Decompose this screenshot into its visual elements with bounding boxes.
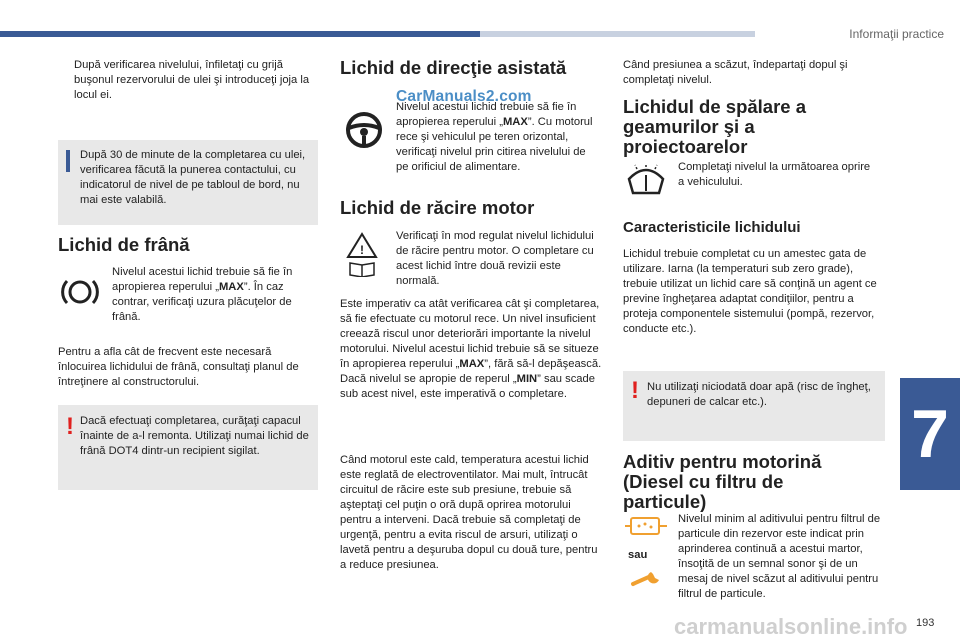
or-label: sau bbox=[628, 549, 648, 561]
coolant-manual-icon bbox=[344, 230, 380, 278]
coolant-para1-part2: ”, fără să-l depăşească. Dacă nivelul se apropie de reperul „ bbox=[340, 358, 602, 385]
watermark-logo: CarManuals2.com bbox=[396, 88, 532, 105]
characteristics-heading: Caracteristicile lichidului bbox=[623, 219, 801, 236]
coolant-para1-part3: ” sau scade sub acest nivel, este imperativă o completare. bbox=[340, 373, 595, 400]
pressure-text: Când presiunea a scăzut, îndepartaţi dopul şi completaţi nivelul. bbox=[623, 59, 848, 86]
info-box bbox=[58, 140, 318, 225]
particle-filter-icon bbox=[624, 513, 668, 539]
page-number: 193 bbox=[916, 617, 935, 629]
coolant-check-text: Verificaţi în mod regulat nivelul lichidului de răcire pentru motor. O completare cu acest lichid între două revizii este normală. bbox=[396, 230, 594, 287]
footer-watermark: carmanualsonline.info bbox=[674, 614, 908, 639]
chapter-tab: 7 bbox=[900, 378, 960, 490]
diesel-additive-heading: Aditiv pentru motorină (Diesel cu filtru de particule) bbox=[623, 451, 822, 512]
water-warning-box bbox=[623, 371, 885, 441]
coolant-min-label: MIN bbox=[516, 373, 538, 385]
bullet-text: După verificarea nivelului, înfiletaţi cu grijă buşonul rezervorului de ulei şi introduceţi joja la locul ei. bbox=[74, 59, 310, 101]
washer-fluid-heading: Lichidul de spălare a geamurilor şi a proiectoarelor bbox=[623, 96, 807, 157]
brake-warning-icon bbox=[60, 272, 100, 312]
diesel-additive-text: Nivelul minim al aditivului pentru filtrul de particule din rezervor este indicat prin aprinderea continuă a acestui martor, însoţită de un semnal sonor şi de un mesaj de nivel scăzut al aditivului pentru filtrul de particule. bbox=[678, 513, 881, 600]
washer-icon bbox=[624, 162, 668, 198]
header-bar-light bbox=[480, 31, 755, 37]
info-icon bbox=[66, 150, 70, 172]
section-title: Informaţii practice bbox=[849, 27, 944, 41]
steering-fluid-heading: Lichid de direcţie asistată bbox=[340, 57, 567, 78]
characteristics-text: Lichidul trebuie completat cu un amestec gata de utilizare. Iarna (la temperaturi sub zero grade), trebuie utilizat un lichid care să conţină un agent ce previne îngheţarea adaptat condiţiilor, pentru a proteja componentele sistemului (pompă, rezervor, conducte etc.). bbox=[623, 248, 877, 335]
brake-fluid-heading: Lichid de frână bbox=[58, 234, 190, 255]
svg-text:!: ! bbox=[360, 243, 364, 257]
coolant-heading: Lichid de răcire motor bbox=[340, 197, 535, 218]
brake-warning-text: Dacă efectuaţi completarea, curăţaţi capacul înainte de a-l remonta. Utilizaţi numai lichid de frână DOT4 dintr-un recipient sigilat. bbox=[80, 415, 309, 457]
steering-text-part1: Nivelul acestui lichid trebuie să fie în apropierea reperului „ bbox=[396, 101, 577, 128]
brake-level-text bbox=[112, 265, 317, 325]
coolant-paragraph-2: Când motorul este cald, temperatura acestui lichid este reglată de electroventilator. Mai mult, întrucât circuitul de răcire este sub presiune, trebuie să aşteptaţi cel puţin o oră după oprirea motorului pentru a interveni. Dacă trebuie să completaţi de urgenţă, pentru a evita riscul de arsuri, utilizaţi o lavetă pentru a deşuruba dopul cu două ture, pentru a reduce presiunea. bbox=[340, 454, 598, 571]
washer-text: Completaţi nivelul la următoarea oprire a vehiculului. bbox=[678, 161, 871, 188]
info-box-text: După 30 de minute de la completarea cu ulei, verificarea făcută la punerea contactului, cu indicatorul de nivel de pe tabloul de bord, nu mai este valabilă. bbox=[80, 149, 306, 206]
steering-text-part2: ”. Cu motorul rece şi vehiculul pe teren orizontal, verificaţi nivelul prin citirea nivelului de pe orificiul de alimentare. bbox=[396, 116, 593, 173]
steering-level-text bbox=[396, 100, 596, 175]
steering-wheel-icon bbox=[342, 108, 386, 152]
brake-max-label: MAX bbox=[218, 281, 244, 293]
brake-text-part1: Nivelul acestui lichid trebuie să fie în apropierea reperului „ bbox=[112, 266, 293, 293]
coolant-max-label: MAX bbox=[459, 358, 485, 370]
steering-max-label: MAX bbox=[502, 116, 528, 128]
coolant-paragraph-1 bbox=[340, 297, 602, 402]
brake-interval-text: Pentru a afla cât de frecvent este necesară înlocuirea lichidului de frână, consultaţi planul de întreţinere al constructorului. bbox=[58, 346, 299, 388]
header-bar bbox=[0, 31, 480, 37]
brake-warning-box bbox=[58, 405, 318, 490]
warning-icon: ! bbox=[631, 377, 639, 404]
coolant-para1-part1: Este imperativ ca atât verificarea cât şi completarea, să fie efectuate cu motorul rece. Un nivel insuficient creează riscul unor deteriorări importante la nivelul motorului. Nivelul acestui lichid trebuie să se situeze în apropierea reperului „ bbox=[340, 298, 600, 370]
brake-text-part2: ”. În caz contrar, verificaţi uzura plăcuţelor de frână. bbox=[112, 281, 292, 323]
wrench-icon bbox=[628, 567, 664, 591]
warning-icon: ! bbox=[66, 413, 74, 440]
water-warning-text: Nu utilizaţi niciodată doar apă (risc de îngheţ, depuneri de calcar etc.). bbox=[647, 381, 871, 408]
